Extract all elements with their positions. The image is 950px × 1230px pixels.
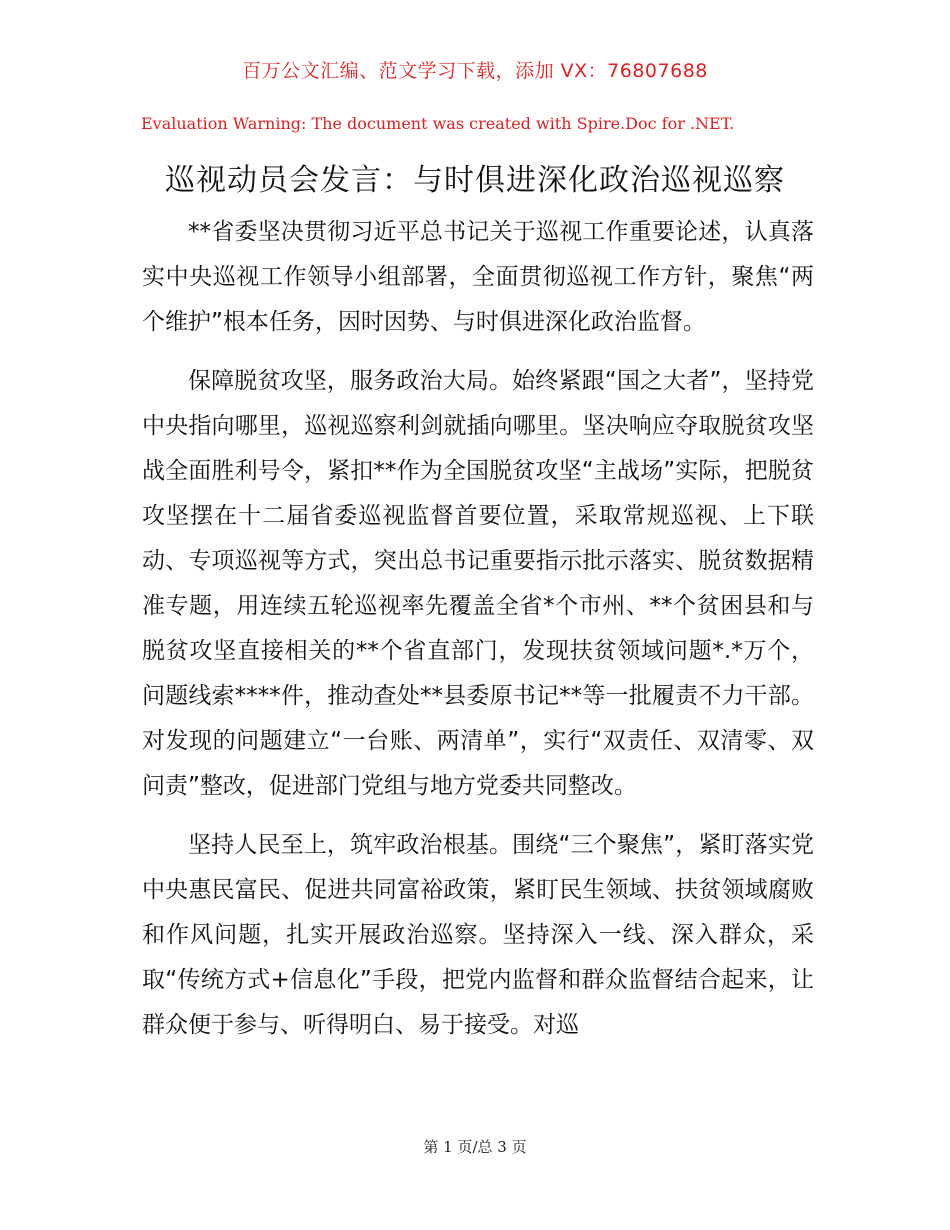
- document-body: [142, 210, 814, 1062]
- document-title: 巡视动员会发言：与时俱进深化政治巡视巡察: [165, 163, 785, 198]
- paragraph-people-first: 坚持人民至上，筑牢政治根基。围绕“三个聚焦”，紧盯落实党中央惠民富民、促进共同富裕政策，紧盯民生领域、扶贫领域腐败和作风问题，扎实开展政治巡察。坚持深入一线、深入群众，采取“传统方式+信息化”手段，把党内监督和群众监督结合起来，让群众便于参与、听得明白、易于接受。对巡: [142, 832, 814, 1038]
- header-banner: 百万公文汇编、范文学习下载，添加 VX：76807688: [242, 60, 708, 82]
- paragraph-poverty-alleviation: 保障脱贫攻坚，服务政治大局。始终紧跟“国之大者”，坚持党中央指向哪里，巡视巡察利剑就插向哪里。坚决响应夺取脱贫攻坚战全面胜利号令，紧扣**作为全国脱贫攻坚“主战场”实际，把脱贫攻坚摆在十二届省委巡视监督首要位置，采取常规巡视、上下联动、专项巡视等方式，突出总书记重要指示批示落实、脱贫数据精准专题，用连续五轮巡视率先覆盖全省*个市州、**个贫困县和与脱贫攻坚直接相关的**个省直部门，发现扶贫领域问题*.*万个，问题线索****件，推动查处**县委原书记**等一批履责不力干部。对发现的问题建立“一台账、两清单”，实行“双责任、双清零、双问责”整改，促进部门党组与地方党委共同整改。: [142, 368, 814, 799]
- paragraph-intro: **省委坚决贯彻习近平总书记关于巡视工作重要论述，认真落实中央巡视工作领导小组部署，全面贯彻巡视工作方针，聚焦“两个维护”根本任务，因时因势、与时俱进深化政治监督。: [142, 219, 814, 335]
- evaluation-warning: Evaluation Warning: The document was created with Spire.Doc for .NET.: [141, 114, 735, 133]
- page-number: 第 1 页/总 3 页: [423, 1138, 527, 1156]
